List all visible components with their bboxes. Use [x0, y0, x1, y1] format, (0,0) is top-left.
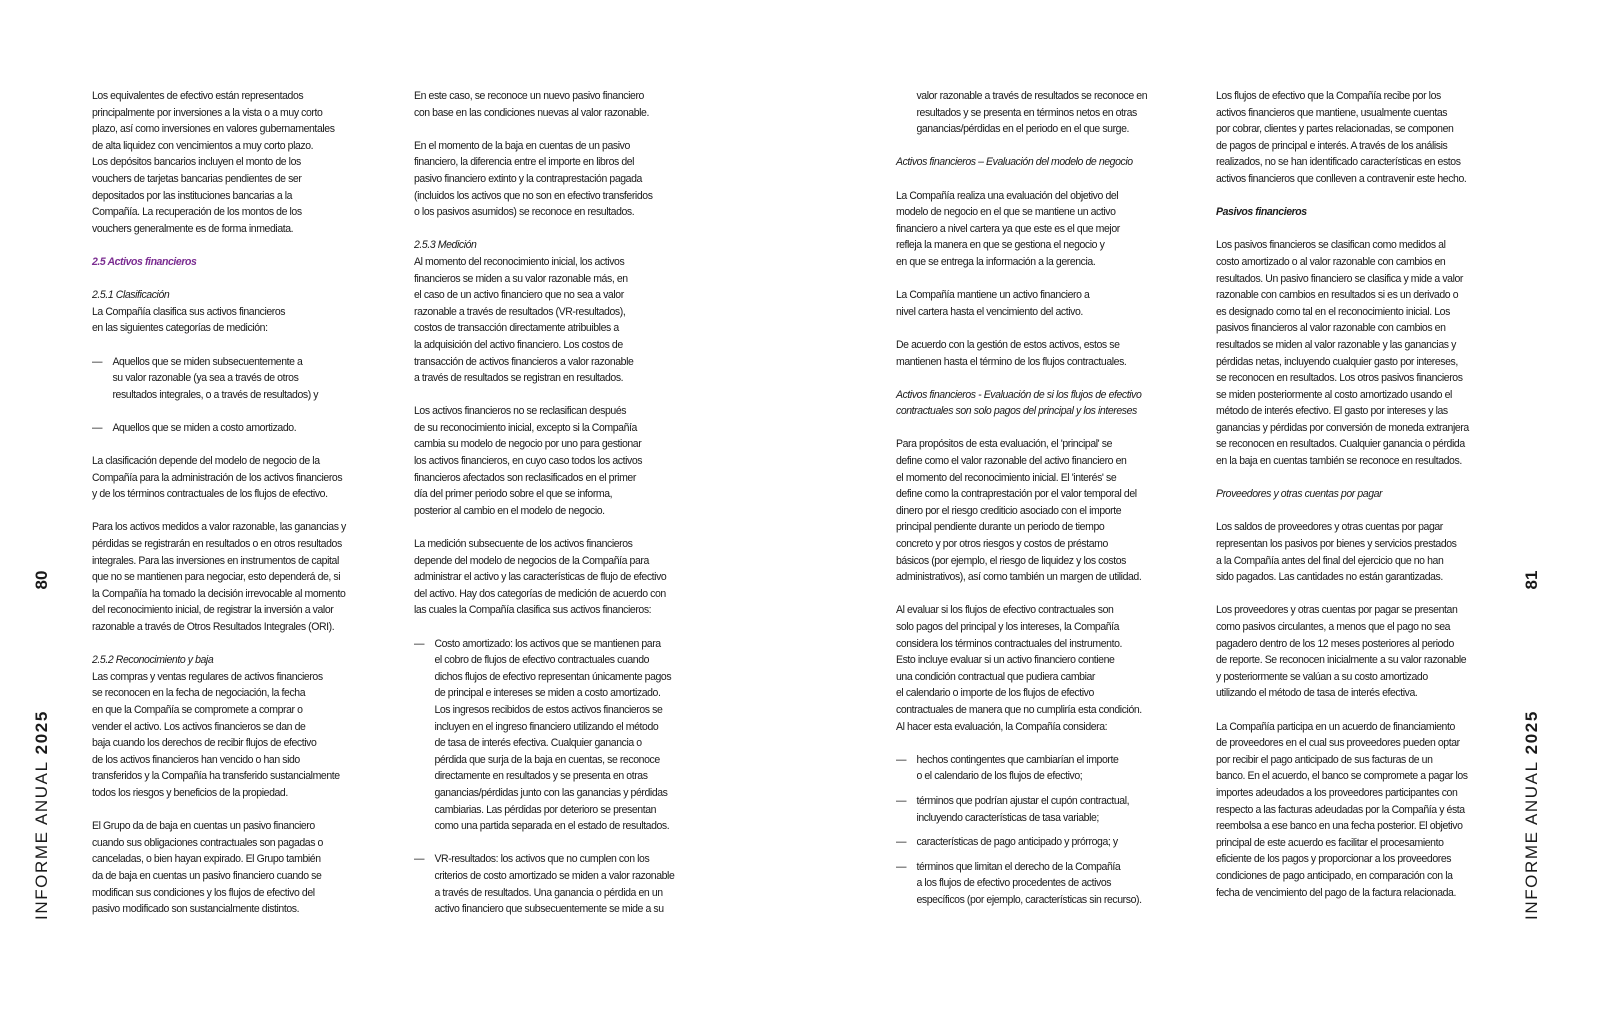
- sidebar-year: 2025: [32, 710, 51, 755]
- page-number-left: [22, 560, 62, 600]
- paragraph: Al evaluar si los flujos de efectivo contractuales son solo pagos del principal y los intereses, la Compañía considera los términos contractuales del instrumento. Esto incluye evaluar si un activo financiero contiene una condición contractual que pudiera cambiar el calendario o importe de los flujos de efectivo contractuales de manera que no cumpliría esta condición. Al hacer esta evaluación, la Compañía considera:: [896, 604, 1142, 733]
- right-sidebar: [1512, 560, 1552, 920]
- list-item-text: Costo amortizado: los activos que se mantienen para el cobro de flujos de efectivo contractuales cuando dichos flujos de efectivo representan únicamente pagos de principal e intereses se miden a costo amortizado. Los ingresos recibidos de estos activos financieros se incluyen en el ingreso financiero utilizando el método de tasa de interés efectiva. Cualquier ganancia o pérdida que surja de la baja en cuentas, se reconoce directamente en resultados y se presenta en otras ganancias/pérdidas junto con las ganancias y pérdidas cambiarias. Las pérdidas por deterioro se presentan como una partida separada en el estado de resultados.: [434, 637, 672, 833]
- dash-list-item: [896, 793, 1184, 826]
- left-sidebar: [22, 560, 62, 920]
- paragraph: La medición subsecuente de los activos financieros depende del modelo de negocios de la Compañía para administrar el activo y las características de flujo de efectivo del activo. Hay dos categorías de medición de acuerdo con las cuales la Compañía clasifica sus activos financieros:: [414, 538, 667, 617]
- paragraph: Las compras y ventas regulares de activos financieros se reconocen en la fecha de negociación, la fecha en que la Compañía se compromete a comprar o vender el activo. Los activos financieros se dan de baja cuando los derechos de recibir flujos de efectivo de los activos financieros han vencido o han sido transferidos y la Compañía ha transferido sustancialmente todos los riesgos y beneficios de la propiedad.: [92, 670, 340, 799]
- paragraph: De acuerdo con la gestión de estos activos, estos se mantienen hasta el término de los flujos contractuales.: [896, 338, 1127, 368]
- paragraph: Los proveedores y otras cuentas por pagar se presentan como pasivos circulantes, a menos que el pago no sea pagadero dentro de los 12 meses posteriores al periodo de reporte. Se reconocen inicialmente a su valor razonable y posteriormente se valúan a su costo amortizado utilizando el método de tasa de interés efectiva.: [1216, 604, 1467, 700]
- dash-list-item: [92, 354, 384, 404]
- sidebar-year: 2025: [1522, 710, 1541, 755]
- sidebar-report-label: INFORME ANUAL: [32, 760, 51, 920]
- paragraph: Los equivalentes de efectivo están representados principalmente por inversiones a la vista o a muy corto plazo, así como inversiones en valores gubernamentales de alta liquidez con vencimientos a muy corto plazo. Los depósitos bancarios incluyen el monto de los vouchers de tarjetas bancarias pendientes de ser depositados por las instituciones bancarias a la Compañía. La recuperación de los montos de los vouchers generalmente es de forma inmediata.: [92, 90, 335, 235]
- paragraph: El Grupo da de baja en cuentas un pasivo financiero cuando sus obligaciones contractuales son pagadas o canceladas, o bien hayan expirado. El Grupo también da de baja en cuentas un pasivo financiero cuando se modifican sus condiciones y los flujos de efectivo del pasivo modificado son sustancialmente distintos.: [92, 820, 323, 916]
- sidebar-report-label: INFORME ANUAL: [1522, 760, 1541, 920]
- dash-list-item: [414, 851, 706, 917]
- paragraph: Para los activos medidos a valor razonable, las ganancias y pérdidas se registrarán en resultados o en otros resultados integrales. Para las inversiones en instrumentos de capital que no se mantienen para negociar, esto dependerá de, si la Compañía ha tomado la decisión irrevocable al momento del reconocimiento inicial, de registrar la inversión a valor razonable a través de Otros Resultados Integrales (ORI).: [92, 521, 346, 633]
- subsection-heading: Proveedores y otras cuentas por pagar: [1216, 488, 1383, 501]
- paragraph: Los activos financieros no se reclasifican después de su reconocimiento inicial, excepto si la Compañía cambia su modelo de negocio por uno para gestionar los activos financieros, en cuyo caso todos los activos financieros afectados son reclasificados en el primer día del primer periodo sobre el que se informa, posterior al cambio en el modelo de negocio.: [414, 405, 643, 517]
- list-item-text: Aquellos que se miden subsecuentemente a su valor razonable (ya sea a través de otros resultados integrales, o a través de resultados) y: [112, 355, 319, 401]
- dash-mark: —: [414, 637, 425, 650]
- dash-mark: —: [896, 794, 907, 807]
- paragraph: Al momento del reconocimiento inicial, los activos financieros se miden a su valor razonable más, en el caso de un activo financiero que no sea a valor razonable a través de resultados (VR-resultados), costos de transacción directamente atribuibles a la adquisición del activo financiero. Los costos de transacción de activos financieros a valor razonable a través de resultados se registran en resultados.: [414, 255, 634, 385]
- subsection-heading: 2.5.3 Medición: [414, 239, 477, 252]
- list-item-text: hechos contingentes que cambiarían el importe o el calendario de los flujos de efectivo;: [916, 753, 1119, 783]
- paragraph: Los pasivos financieros se clasifican como medidos al costo amortizado o al valor razonable con cambios en resultados. Un pasivo financiero se clasifica y mide a valor razonable con cambios en resultados si es un derivado o es designado como tal en el reconocimiento inicial. Los pasivos financieros al valor razonable con cambios en resultados se miden al valor razonable y las ganancias y pérdidas netas, incluyendo cualquier gasto por intereses, se reconocen en resultados. Los otros pasivos financieros se miden posteriormente al costo amortizado usando el método de interés efectivo. El gasto por intereses y las ganancias y pérdidas por conversión de moneda extranjera se reconocen en resultados. Cualquier ganancia o pérdida en la baja en cuentas también se reconoce en resultados.: [1216, 239, 1469, 468]
- list-item-text: Aquellos que se miden a costo amortizado.: [112, 421, 297, 434]
- dash-list-item: [92, 420, 384, 437]
- dash-mark: —: [92, 355, 103, 368]
- paragraph: Los saldos de proveedores y otras cuentas por pagar representan los pasivos por bienes y servicios prestados a la Compañía antes del final del ejercicio que no han sido pagados. Las cantidades no están garantizadas.: [1216, 521, 1457, 584]
- paragraph: En este caso, se reconoce un nuevo pasivo financiero con base en las condiciones nuevas al valor razonable.: [414, 90, 649, 119]
- page-number-right: [1512, 560, 1552, 600]
- dash-list-item: [896, 752, 1184, 785]
- paragraph: Para propósitos de esta evaluación, el 'principal' se define como el valor razonable del activo financiero en el momento del reconocimiento inicial. El 'interés' se define como la contraprestación por el valor temporal del dinero por el riesgo crediticio asociado con el importe principal pendiente durante un periodo de tiempo concreto y por otros riesgos y costos de préstamo básicos (por ejemplo, el riesgo de liquidez y los costos administrativos), así como también un margen de utilidad.: [896, 438, 1142, 584]
- sidebar-report-title: [22, 560, 62, 920]
- subsection-heading: 2.5.2 Reconocimiento y baja: [92, 654, 214, 667]
- list-item-text: características de pago anticipado y prórroga; y: [916, 836, 1118, 849]
- page-number-text: 80: [32, 570, 51, 590]
- paragraph: La Compañía mantiene un activo financiero a nivel cartera hasta el vencimiento del activo.: [896, 289, 1090, 318]
- dash-mark: —: [896, 860, 907, 873]
- list-item-text: términos que limitan el derecho de la Compañía a los flujos de efectivo procedentes de activos específicos (por ejemplo, características sin recurso).: [916, 860, 1142, 906]
- paragraph: La clasificación depende del modelo de negocio de la Compañía para la administración de los activos financieros y de los términos contractuales de los flujos de efectivo.: [92, 455, 343, 501]
- paragraph: La Compañía realiza una evaluación del objetivo del modelo de negocio en el que se mantiene un activo financiero a nivel cartera ya que este es el que mejor refleja la manera en que se gestiona el negocio y en que se entrega la información a la gerencia.: [896, 189, 1120, 268]
- right-page: [800, 0, 1600, 1035]
- dash-mark: —: [92, 421, 103, 434]
- subsection-heading: Activos financieros - Evaluación de si los flujos de efectivo contractuales son solo pagos del principal y los intereses: [896, 388, 1142, 418]
- column-3: [896, 88, 1184, 917]
- dash-list-item: [896, 859, 1184, 909]
- continued-list-text: valor razonable a través de resultados se reconoce en resultados y se presenta en términos netos en otras ganancias/pérdidas en el periodo en el que surge.: [916, 90, 1148, 136]
- subsection-heading: Activos financieros – Evaluación del modelo de negocio: [896, 156, 1133, 169]
- dash-list-item: [414, 636, 706, 835]
- dash-mark: —: [414, 853, 425, 866]
- paragraph: La Compañía participa en un acuerdo de financiamiento de proveedores en el cual sus proveedores pueden optar por recibir el pago anticipado de sus facturas de un banco. En el acuerdo, el banco se compromete a pagar los importes adeudados a los proveedores participantes con respecto a las facturas adeudadas por la Compañía y ésta reembolsa a ese banco en una fecha posterior. El objetivo principal de este acuerdo es facilitar el procesamiento eficiente de los pagos y proporcionar a los proveedores condiciones de pago anticipado, en comparación con la fecha de vencimiento del pago de la factura relacionada.: [1216, 720, 1468, 899]
- page-number-text: 81: [1522, 570, 1541, 590]
- dash-mark: —: [896, 836, 907, 849]
- subsection-heading: 2.5.1 Clasificación: [92, 289, 170, 302]
- paragraph: En el momento de la baja en cuentas de un pasivo financiero, la diferencia entre el importe en libros del pasivo financiero extinto y la contraprestación pagada (incluidos los activos que no son en efectivo transferidos o los pasivos asumidos) se reconoce en resultados.: [414, 139, 653, 219]
- section-heading: 2.5 Activos financieros: [92, 255, 197, 268]
- paragraph: Los flujos de efectivo que la Compañía recibe por los activos financieros que mantiene, usualmente cuentas por cobrar, clientes y partes relacionadas, se componen de pagos de principal e interés. A través de los análisis realizados, no se han identificado características en estos activos financieros que conlleven a contravenir este hecho.: [1216, 90, 1467, 185]
- list-item-text: términos que podrían ajustar el cupón contractual, incluyendo características de tasa variable;: [916, 794, 1130, 824]
- dash-list-item: [896, 834, 1184, 851]
- dash-mark: —: [896, 753, 907, 766]
- paragraph: La Compañía clasifica sus activos financieros en las siguientes categorías de medición:: [92, 305, 286, 335]
- sidebar-report-title: [1512, 560, 1552, 920]
- list-item-text: VR-resultados: los activos que no cumplen con los criterios de costo amortizado se miden a valor razonable a través de resultados. Una ganancia o pérdida en un activo financiero que subsecuentemente se mide a su: [434, 853, 675, 916]
- section-heading: Pasivos financieros: [1216, 206, 1307, 219]
- column-2: [414, 88, 706, 934]
- column-1: [92, 88, 384, 934]
- column-4: [1216, 88, 1508, 918]
